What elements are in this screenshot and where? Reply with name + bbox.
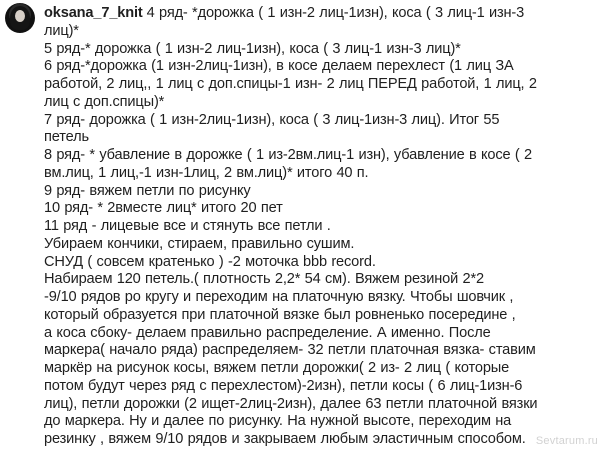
username-link[interactable]: oksana_7_knit: [44, 5, 143, 21]
comment-line: лиц)*: [44, 22, 79, 39]
comment-line: резинку , вяжем 9/10 рядов и закрываем любым эластичным способом.: [44, 431, 526, 447]
comment-line: 10 ряд- * 2вместе лиц* итого 20 пет: [44, 200, 283, 217]
comment-line: 9 ряд- вяжем петли по рисунку: [44, 182, 251, 199]
comment-line: СНУД ( совсем кратенько ) -2 моточка bbb record.: [44, 253, 376, 270]
user-avatar[interactable]: [5, 3, 35, 33]
comment-line: 5 ряд-* дорожка ( 1 изн-2 лиц-1изн), коса ( 3 лиц-1 изн-3 лиц)*: [44, 40, 461, 57]
comment-line: работой, 2 лиц,, 1 лиц с доп.спицы-1 изн- 2 лиц ПЕРЕД работой, 1 лиц, 2: [44, 76, 537, 92]
comment-line: [44, 5, 600, 23]
comment-line: потом будут через ряд с перехлестом)-2изн), петли косы ( 6 лиц-1изн-6: [44, 377, 523, 394]
comment-line: -9/10 рядов ро кругу и переходим на платочную вязку. Чтобы шовчик ,: [44, 289, 514, 305]
comment-line: 7 ряд- дорожка ( 1 изн-2лиц-1изн), коса ( 3 лиц-1изн-3 лиц). Итог 55: [44, 111, 500, 128]
comment-line: лиц), петли дорожки (2 ищет-2лиц-2изн), далее 63 петли платочной вязки: [44, 395, 538, 412]
comment-line: Убираем кончики, стираем, правильно сушим.: [44, 235, 355, 252]
comment-line: маркера( начало ряда) распределяем- 32 петли платочная вязка- ставим: [44, 342, 536, 359]
avatar-face: [15, 10, 25, 22]
comment-line: который образуется при платочной вязке был ровненько посередине ,: [44, 306, 516, 323]
comment-line: 8 ряд- * убавление в дорожке ( 1 из-2вм.лиц-1 изн), убавление в косе ( 2: [44, 147, 532, 163]
comment-line: вм.лиц, 1 лиц,-1 изн-1лиц, 2 вм.лиц)* итого 40 п.: [44, 164, 369, 181]
comment-line: Набираем 120 петель.( плотность 2,2* 54 см). Вяжем резиной 2*2: [44, 271, 484, 288]
comment-line: 6 ряд-*дорожка (1 изн-2лиц-1изн), в косе делаем перехлест (1 лиц ЗА: [44, 58, 514, 75]
comment-line: лиц с доп.спицы)*: [44, 93, 165, 110]
comment-line: маркёр на рисунок косы, вяжем петли дорожки( 2 из- 2 лиц ( которые: [44, 360, 510, 376]
site-watermark: Sevtarum.ru: [535, 435, 598, 447]
comment-line: 11 ряд - лицевые все и стянуть все петли .: [44, 218, 331, 234]
comment-line-text: 4 ряд- *дорожка ( 1 изн-2 лиц-1изн), коса ( 3 лиц-1 изн-3: [146, 5, 525, 21]
comment-line: до маркера. Ну и далее по рисунку. На нужной высоте, переходим на: [44, 413, 512, 430]
comment-line: а коса сбоку- делаем правильно распределение. А именно. После: [44, 324, 491, 341]
comment-line: петель: [44, 129, 89, 146]
comment-text-block: [44, 5, 600, 449]
